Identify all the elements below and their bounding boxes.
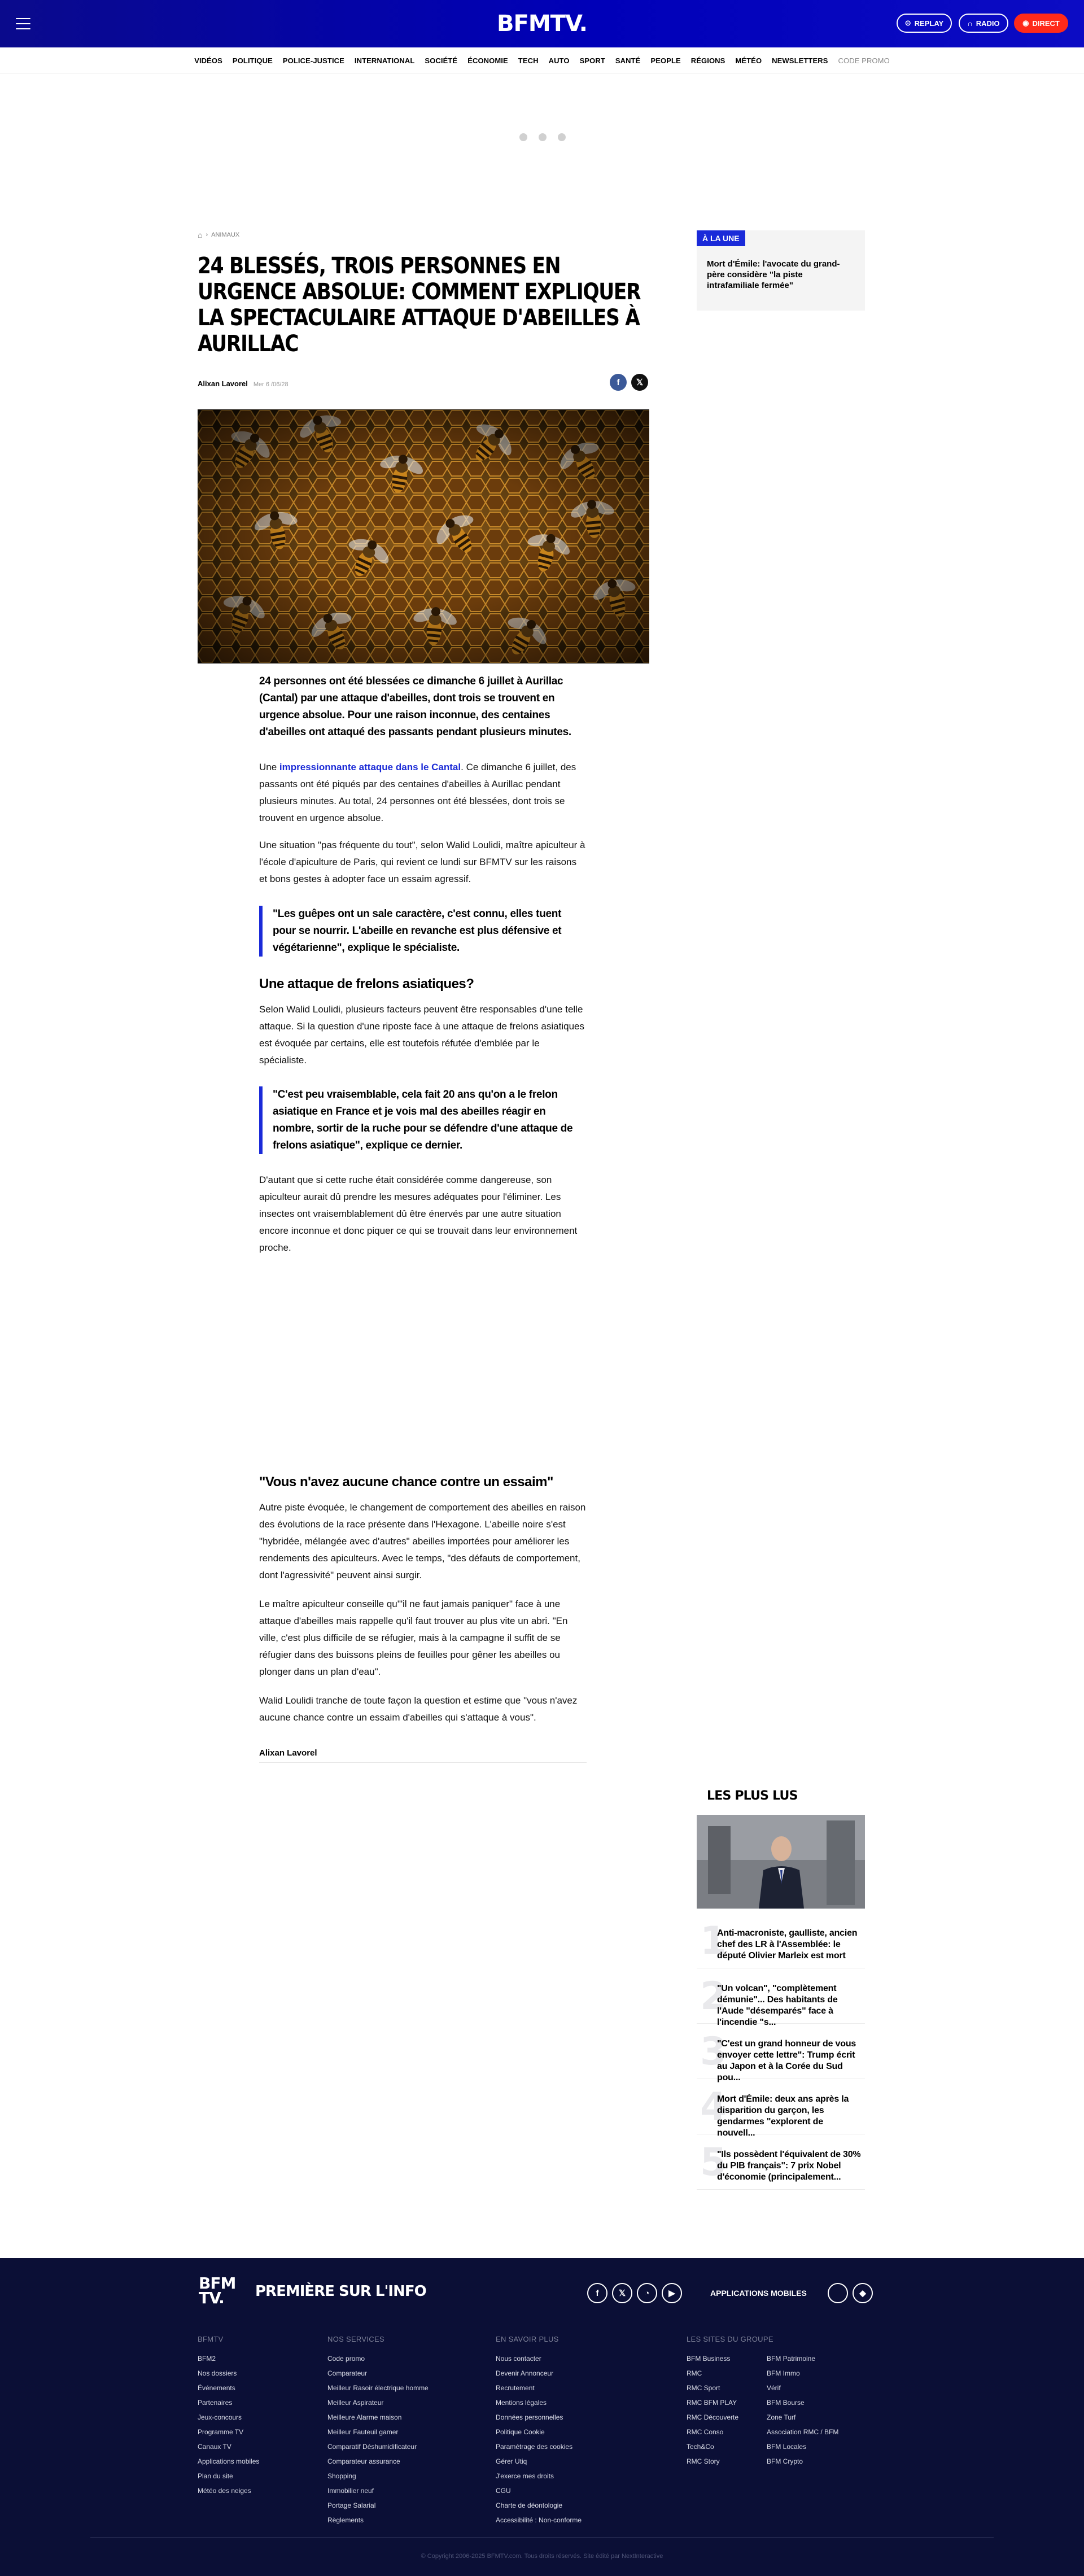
nav-item-0[interactable]: VIDÉOS bbox=[194, 56, 222, 65]
footer-link[interactable]: Comparatif Déshumidificateur bbox=[327, 2443, 417, 2451]
footer-link[interactable]: Meilleure Alarme maison bbox=[327, 2413, 402, 2421]
facebook-icon: f bbox=[617, 377, 620, 387]
most-read-headline: Anti-macroniste, gaulliste, ancien chef des LR à l'Assemblée: le député Olivier Marleix est mort bbox=[717, 1928, 858, 1961]
footer-facebook-button[interactable] bbox=[587, 2283, 607, 2303]
youtube-icon: ▶ bbox=[668, 2289, 675, 2298]
site-logo[interactable]: BFMTV. bbox=[497, 11, 587, 37]
footer-link[interactable]: Meilleur Rasoir électrique homme bbox=[327, 2384, 429, 2392]
footer-link[interactable]: Nous contacter bbox=[496, 2355, 541, 2363]
footer-link[interactable]: RMC Sport bbox=[687, 2384, 720, 2392]
most-read-title: LES PLUS LUS bbox=[707, 1789, 798, 1803]
most-read-item[interactable] bbox=[697, 1974, 865, 2027]
main-nav bbox=[0, 47, 1084, 73]
footer-link[interactable]: Comparateur assurance bbox=[327, 2457, 400, 2465]
rank-number: 4 bbox=[700, 2085, 727, 2129]
footer-column-title: BFMTV bbox=[198, 2335, 224, 2343]
nav-item-6[interactable]: TECH bbox=[518, 56, 539, 65]
footer-link[interactable]: Immobilier neuf bbox=[327, 2487, 374, 2495]
footer-link[interactable]: Association RMC / BFM bbox=[767, 2428, 839, 2436]
footer-link[interactable]: Partenaires bbox=[198, 2399, 233, 2407]
footer-link[interactable]: Règlements bbox=[327, 2516, 364, 2524]
footer-column bbox=[496, 2335, 582, 2527]
paragraph-2 bbox=[259, 837, 587, 888]
most-read-headline: Mort d'Émile: deux ans après la disparition du garçon, les gendarmes "explorent de nouvell... bbox=[717, 2094, 849, 2138]
play-circle-icon: ⊙ bbox=[904, 19, 911, 27]
x-icon: 𝕏 bbox=[618, 2289, 626, 2298]
chevron-right-icon: › bbox=[206, 232, 208, 238]
footer-link[interactable]: Meilleur Fauteuil gamer bbox=[327, 2428, 399, 2436]
footer-link[interactable]: BFM Immo bbox=[767, 2369, 800, 2377]
p5-text: Autre piste évoquée, le changement de comportement des abeilles en raison des évolutions de la race présente dans l'Hexagone. L'abeille noire s'est "hybridée, mélangée avec d'autres" abeilles importées pour améliorer les rendements des apiculteurs. Avec le temps, "des défauts de comportement, dont l'agressivité" peuvent ainsi surgir. bbox=[259, 1502, 586, 1580]
replay-button[interactable] bbox=[897, 14, 952, 33]
quote-2 bbox=[259, 1086, 587, 1154]
facebook-share-button[interactable] bbox=[610, 374, 627, 391]
most-read-item[interactable] bbox=[697, 2029, 865, 2082]
footer-column-title: NOS SERVICES bbox=[327, 2335, 384, 2343]
nav-list bbox=[0, 47, 1084, 73]
mobile-apps-label: APPLICATIONS MOBILES bbox=[710, 2289, 807, 2298]
nav-item-1[interactable]: POLITIQUE bbox=[232, 56, 273, 65]
most-read-item[interactable] bbox=[697, 1920, 865, 1968]
most-read-photo[interactable] bbox=[697, 1815, 865, 1909]
byline bbox=[198, 379, 289, 388]
p3-text: Selon Walid Loulidi, plusieurs facteurs peuvent être responsables d'une telle attaque. Si la question d'une riposte face à une attaque de frelons asiatiques est évoquée par certains, elle est toutefois réfutée d'emblée par le spécialiste. bbox=[259, 1004, 584, 1066]
radio-button[interactable] bbox=[959, 14, 1008, 33]
footer-link[interactable]: Météo des neiges bbox=[198, 2487, 251, 2495]
lead-paragraph: 24 personnes ont été blessées ce dimanche 6 juillet à Aurillac (Cantal) par une attaque d'abeilles, dont trois se trouvent en urgence absolue. Pour une raison inconnue, des centaines d'abeilles ont attaqué des passants pendant plusieurs minutes. bbox=[259, 675, 571, 738]
nav-item-9[interactable]: SANTÉ bbox=[615, 56, 641, 65]
author-name[interactable]: Alixan Lavorel bbox=[198, 379, 248, 388]
quote-2-text: "C'est peu vraisemblable, cela fait 20 ans qu'on a le frelon asiatique en France et je vois mal des abeilles réagir en nombre, sortir de la ruche pour se défendre d'une attaque de frelons asiatique", explique ce dernier. bbox=[259, 1086, 587, 1154]
rank-number: 1 bbox=[700, 1919, 727, 1963]
paragraph-1 bbox=[259, 759, 587, 827]
direct-label: DIRECT bbox=[1032, 19, 1060, 28]
footer-link[interactable]: BFM Bourse bbox=[767, 2399, 805, 2407]
footer-link[interactable]: Nos dossiers bbox=[198, 2369, 237, 2377]
nav-item-11[interactable]: RÉGIONS bbox=[690, 56, 725, 65]
footer-link[interactable]: BFM2 bbox=[198, 2355, 216, 2363]
footer-slogan: PREMIÈRE SUR L'INFO bbox=[255, 2283, 426, 2300]
p7-text: Walid Loulidi tranche de toute façon la question et estime que "vous n'avez aucune chance contre un essaim d'abeilles qui s'attaque à vous". bbox=[259, 1695, 578, 1723]
footer-link[interactable]: Mentions légales bbox=[496, 2399, 547, 2407]
footer-link[interactable]: Événements bbox=[198, 2384, 235, 2392]
rss-icon: ◔ bbox=[644, 2288, 650, 2298]
most-read-item[interactable] bbox=[697, 2141, 865, 2190]
rank-number: 5 bbox=[700, 2140, 727, 2185]
footer-link[interactable]: RMC Découverte bbox=[687, 2413, 739, 2421]
subhead-1-text: Une attaque de frelons asiatiques? bbox=[259, 976, 474, 992]
footer-column-title: LES SITES DU GROUPE bbox=[687, 2335, 773, 2343]
footer-copyright: © Copyright 2006-2025 BFMTV.com. Tous droits réservés. Site édité par NextInteractive bbox=[421, 2553, 663, 2560]
most-read-section bbox=[697, 1789, 865, 2185]
p1-prefix: Une bbox=[259, 762, 279, 772]
paragraph-7 bbox=[259, 1692, 587, 1726]
footer-link[interactable]: Meilleur Aspirateur bbox=[327, 2399, 384, 2407]
p2-text: Une situation "pas fréquente du tout", selon Walid Loulidi, maître apiculteur à l'école d'apiculture de Paris, qui revient ce lundi sur BFMTV sur les raisons et bons gestes à adopter face un essaim agressif. bbox=[259, 840, 585, 884]
ad-loading-indicator bbox=[519, 133, 566, 141]
publish-date: Mer 6 /06/28 bbox=[253, 381, 289, 388]
paragraph-5 bbox=[259, 1499, 587, 1584]
footer-link[interactable]: CGU bbox=[496, 2487, 511, 2495]
x-icon: 𝕏 bbox=[636, 378, 644, 387]
menu-icon[interactable] bbox=[16, 18, 30, 29]
radio-label: RADIO bbox=[976, 19, 1000, 28]
footer-link[interactable]: BFM Locales bbox=[767, 2443, 807, 2451]
nav-item-14[interactable]: CODE PROMO bbox=[838, 56, 890, 65]
footer-link[interactable]: BFM Patrimoine bbox=[767, 2355, 816, 2363]
p1-suffix: . Ce dimanche 6 juillet, des passants ont été piqués par des centaines d'abeilles à Aurillac pendant plusieurs minutes. Au total, 24 personnes ont été blessées, dont trois se trouvent en urgence absolue. bbox=[259, 762, 576, 823]
footer-logo-line2: TV. bbox=[199, 2289, 224, 2307]
footer-link[interactable]: Charte de déontologie bbox=[496, 2501, 563, 2509]
nav-item-10[interactable]: PEOPLE bbox=[650, 56, 681, 65]
breadcrumb-category[interactable]: ANIMAUX bbox=[211, 232, 240, 238]
quote-1-text: "Les guêpes ont un sale caractère, c'est connu, elles tuent pour se nourrir. L'abeille en revanche est plus défensive et végétarienne", explique le spécialiste. bbox=[259, 906, 587, 957]
footer-link[interactable]: RMC Story bbox=[687, 2457, 720, 2465]
footer-column bbox=[327, 2335, 429, 2527]
a-la-une-headline[interactable]: Mort d'Émile: l'avocate du grand-père considère "la piste intrafamiliale fermée" bbox=[707, 259, 840, 290]
footer-link[interactable]: J'exerce mes droits bbox=[496, 2472, 554, 2480]
footer-column bbox=[198, 2335, 259, 2498]
footer-link[interactable]: Canaux TV bbox=[198, 2443, 231, 2451]
footer-link[interactable]: Devenir Annonceur bbox=[496, 2369, 554, 2377]
quote-1 bbox=[259, 906, 587, 957]
x-share-button[interactable] bbox=[631, 374, 648, 391]
article-title: 24 BLESSÉS, TROIS PERSONNES EN URGENCE ABSOLUE: COMMENT EXPLIQUER LA SPECTACULAIRE ATTAQUE D'ABEILLES À AURILLAC bbox=[198, 253, 641, 357]
a-la-une-tag: À LA UNE bbox=[697, 230, 745, 246]
footer-link[interactable]: Zone Turf bbox=[767, 2413, 796, 2421]
footer-link[interactable]: Applications mobiles bbox=[198, 2457, 260, 2465]
nav-item-4[interactable]: SOCIÉTÉ bbox=[425, 56, 458, 65]
paragraph-3 bbox=[259, 1001, 587, 1069]
footer-column bbox=[767, 2335, 838, 2469]
subhead-2 bbox=[259, 1474, 587, 1491]
rank-number: 3 bbox=[700, 2029, 727, 2074]
footer-logo-line1: BFM bbox=[199, 2274, 236, 2293]
footer-link[interactable]: Comparateur bbox=[327, 2369, 368, 2377]
end-author[interactable]: Alixan Lavorel bbox=[259, 1748, 587, 1763]
most-read-headline: "Un volcan", "complètement démunie"... Des habitants de l'Aude "désemparés" face à l'incendie "s... bbox=[717, 1984, 838, 2027]
footer-youtube-button[interactable] bbox=[662, 2283, 682, 2303]
politician-photo-illustration bbox=[697, 1815, 865, 1909]
nav-item-12[interactable]: MÉTÉO bbox=[735, 56, 762, 65]
footer-column bbox=[687, 2335, 773, 2469]
facebook-icon: f bbox=[596, 2288, 599, 2298]
subhead-2-text: "Vous n'avez aucune chance contre un essaim" bbox=[259, 1474, 553, 1490]
footer-link[interactable]: Portage Salarial bbox=[327, 2501, 376, 2509]
live-icon: ◉ bbox=[1022, 19, 1029, 27]
subhead-1 bbox=[259, 976, 587, 993]
footer bbox=[0, 2258, 1084, 2576]
footer-link[interactable]: Politique Cookie bbox=[496, 2428, 545, 2436]
footer-link[interactable]: RMC bbox=[687, 2369, 702, 2377]
footer-link[interactable]: BFM Crypto bbox=[767, 2457, 803, 2465]
footer-link[interactable]: Shopping bbox=[327, 2472, 356, 2480]
most-read-item[interactable] bbox=[697, 2085, 865, 2138]
footer-link[interactable]: Tech&Co bbox=[687, 2443, 714, 2451]
nav-item-3[interactable]: INTERNATIONAL bbox=[354, 56, 415, 65]
footer-link[interactable]: Recrutement bbox=[496, 2384, 535, 2392]
article-lead bbox=[259, 673, 587, 741]
footer-link[interactable]: BFM Business bbox=[687, 2355, 731, 2363]
footer-link[interactable]: Paramétrage des cookies bbox=[496, 2443, 573, 2451]
footer-link[interactable]: Code promo bbox=[327, 2355, 365, 2363]
headphones-icon: ∩ bbox=[967, 19, 973, 28]
bees-illustration bbox=[198, 409, 649, 663]
paragraph-6 bbox=[259, 1596, 587, 1680]
footer-link[interactable]: RMC Conso bbox=[687, 2428, 724, 2436]
footer-link[interactable]: Gérer Utiq bbox=[496, 2457, 527, 2465]
a-la-une-box[interactable] bbox=[697, 230, 865, 311]
most-read-headline: "Ils possèdent l'équivalent de 30% du PIB français": 7 prix Nobel d'économie (principalement... bbox=[717, 2150, 861, 2182]
footer-column-title: EN SAVOIR PLUS bbox=[496, 2335, 559, 2343]
paragraph-4 bbox=[259, 1172, 587, 1256]
footer-link[interactable]: Plan du site bbox=[198, 2472, 233, 2480]
footer-link[interactable]: RMC BFM PLAY bbox=[687, 2399, 737, 2407]
direct-button[interactable] bbox=[1014, 14, 1068, 33]
footer-divider bbox=[90, 2537, 994, 2538]
cantal-attack-link[interactable]: impressionnante attaque dans le Cantal bbox=[279, 762, 461, 772]
nav-item-7[interactable]: AUTO bbox=[548, 56, 570, 65]
nav-item-2[interactable]: POLICE-JUSTICE bbox=[282, 56, 344, 65]
top-header bbox=[0, 0, 1084, 47]
hero-image-bees bbox=[198, 409, 649, 663]
p6-text: Le maître apiculteur conseille qu'"il ne faut jamais paniquer" face à une attaque d'abeilles mais rappelle qu'il faut trouver au plus vite un abri. "En ville, c'est plus difficile de se réfugier, mais à la campagne il suffit de se réfugier dans des buissons pleins de feuilles pour gêner les abeilles ou plonger dans un plan d'eau". bbox=[259, 1599, 568, 1677]
breadcrumb bbox=[198, 230, 239, 239]
rank-number: 2 bbox=[700, 1974, 727, 2019]
footer-x-button[interactable] bbox=[612, 2283, 632, 2303]
footer-link[interactable]: Jeux-concours bbox=[198, 2413, 242, 2421]
apple-store-button[interactable] bbox=[828, 2283, 848, 2303]
nav-item-13[interactable]: NEWSLETTERS bbox=[772, 56, 828, 65]
nav-item-5[interactable]: ÉCONOMIE bbox=[467, 56, 508, 65]
replay-label: REPLAY bbox=[914, 19, 944, 28]
footer-link[interactable]: Accessibilité : Non-conforme bbox=[496, 2516, 582, 2524]
footer-link[interactable]: Vérif bbox=[767, 2384, 781, 2392]
most-read-headline: "C'est un grand honneur de vous envoyer cette lettre": Trump écrit au Japon et à la Corée du Sud pou... bbox=[717, 2039, 856, 2082]
nav-item-8[interactable]: SPORT bbox=[579, 56, 605, 65]
home-icon[interactable]: ⌂ bbox=[198, 230, 203, 239]
footer-link[interactable]: Programme TV bbox=[198, 2428, 244, 2436]
p4-text: D'autant que si cette ruche était considérée comme dangereuse, son apiculteur aurait dû prendre les mesures adéquates pour l'éliminer. Les insectes ont vraisemblablement dû être énervés par une autre situation encore inconnue et donc piquer ce qui se trouvait dans leur environnement proche. bbox=[259, 1175, 578, 1253]
android-icon: ◆ bbox=[859, 2289, 866, 2298]
footer-link[interactable]: Données personnelles bbox=[496, 2413, 563, 2421]
android-store-button[interactable] bbox=[853, 2283, 873, 2303]
footer-rss-button[interactable] bbox=[637, 2283, 657, 2303]
footer-logo[interactable] bbox=[199, 2276, 235, 2306]
